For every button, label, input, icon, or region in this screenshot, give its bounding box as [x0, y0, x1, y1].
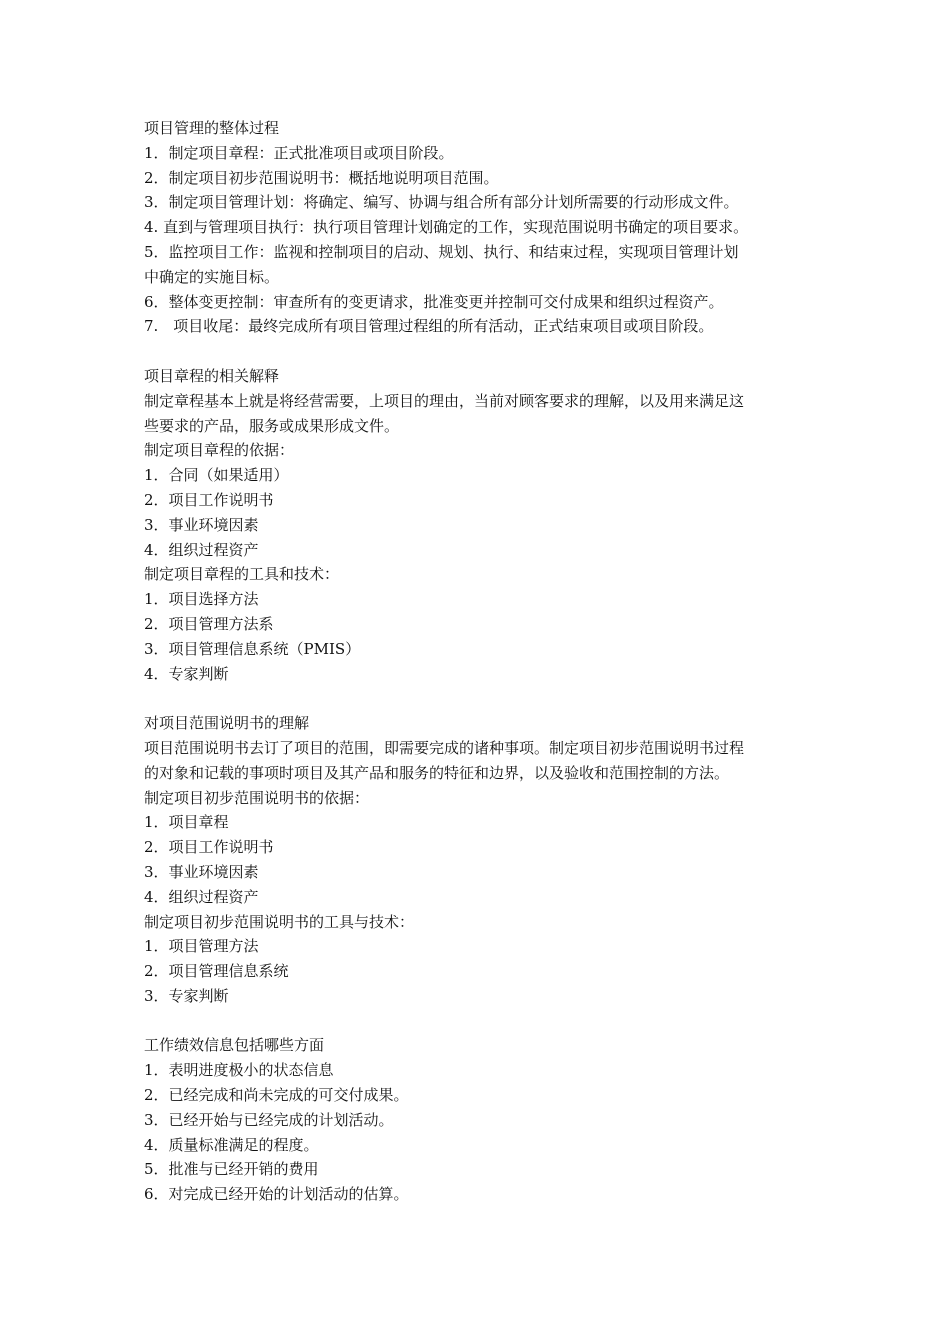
list-item: 3．项目管理信息系统（PMIS） [144, 639, 361, 658]
document-page [144, 116, 812, 1207]
section-spacer [144, 686, 812, 711]
section-integration-process [144, 116, 812, 339]
list-item: 2．项目管理方法系 [144, 614, 274, 633]
list-item: 3．事业环境因素 [144, 515, 259, 534]
list-item: 2．项目管理信息系统 [144, 962, 289, 981]
subheading: 制定项目章程的工具和技术： [144, 565, 340, 584]
list-item: 3．专家判断 [144, 986, 229, 1005]
list-item: 1．项目章程 [144, 813, 229, 832]
list-item: 4．专家判断 [144, 664, 229, 683]
list-item: 4．组织过程资产 [144, 887, 259, 906]
paragraph-line: 制定章程基本上就是将经营需要，上项目的理由，当前对顾客要求的理解，以及用来满足这 [144, 391, 745, 410]
list-item: 5．监控项目工作：监视和控制项目的启动、规划、执行、和结束过程，实现项目管理计划 [144, 242, 739, 261]
list-item: 2．项目工作说明书 [144, 838, 274, 857]
section-title: 项目管理的整体过程 [144, 119, 280, 137]
paragraph-line: 些要求的产品，服务或成果形成文件。 [144, 416, 400, 435]
list-item: 6．对完成已经开始的计划活动的估算。 [144, 1185, 409, 1204]
list-item: 7. 项目收尾：最终完成所有项目管理过程组的所有活动，正式结束项目或项目阶段。 [144, 317, 714, 336]
section-title: 对项目范围说明书的理解 [144, 714, 310, 733]
list-item: 2．项目工作说明书 [144, 490, 274, 509]
section-title: 项目章程的相关解释 [144, 366, 280, 385]
subheading: 制定项目章程的依据： [144, 441, 295, 460]
list-item: 4．组织过程资产 [144, 540, 259, 559]
list-item: 1．表明进度极小的状态信息 [144, 1061, 334, 1080]
subheading: 制定项目初步范围说明书的依据： [144, 788, 370, 807]
section-title: 工作绩效信息包括哪些方面 [144, 1036, 325, 1055]
list-item: 1．制定项目章程：正式批准项目或项目阶段。 [144, 143, 454, 162]
section-project-charter [144, 364, 812, 686]
list-item: 2．已经完成和尚未完成的可交付成果。 [144, 1086, 409, 1105]
list-item: 1．项目管理方法 [144, 937, 259, 956]
subheading: 制定项目初步范围说明书的工具与技术： [144, 912, 415, 931]
list-item: 4. 直到与管理项目执行：执行项目管理计划确定的工作，实现范围说明书确定的项目要求。 [144, 218, 749, 237]
list-item: 2．制定项目初步范围说明书：概括地说明项目范围。 [144, 168, 499, 187]
list-item: 1．合同（如果适用） [144, 466, 289, 485]
list-item: 3．已经开始与已经完成的计划活动。 [144, 1110, 394, 1129]
section-spacer [144, 1009, 812, 1034]
list-item: 4．质量标准满足的程度。 [144, 1135, 319, 1154]
list-item-continuation: 中确定的实施目标。 [144, 267, 280, 286]
paragraph-line: 的对象和记载的事项时项目及其产品和服务的特征和边界，以及验收和范围控制的方法。 [144, 763, 730, 782]
section-work-performance [144, 1033, 812, 1207]
section-spacer [144, 339, 812, 364]
list-item: 3．事业环境因素 [144, 862, 259, 881]
list-item: 5．批准与已经开销的费用 [144, 1160, 319, 1179]
list-item: 3．制定项目管理计划：将确定、编写、协调与组合所有部分计划所需要的行动形成文件。 [144, 193, 739, 212]
list-item: 6．整体变更控制：审查所有的变更请求，批准变更并控制可交付成果和组织过程资产。 [144, 292, 724, 311]
paragraph-line: 项目范围说明书去订了项目的范围，即需要完成的诸种事项。制定项目初步范围说明书过程 [144, 738, 745, 757]
list-item: 1．项目选择方法 [144, 590, 259, 609]
section-scope-statement [144, 711, 812, 1009]
